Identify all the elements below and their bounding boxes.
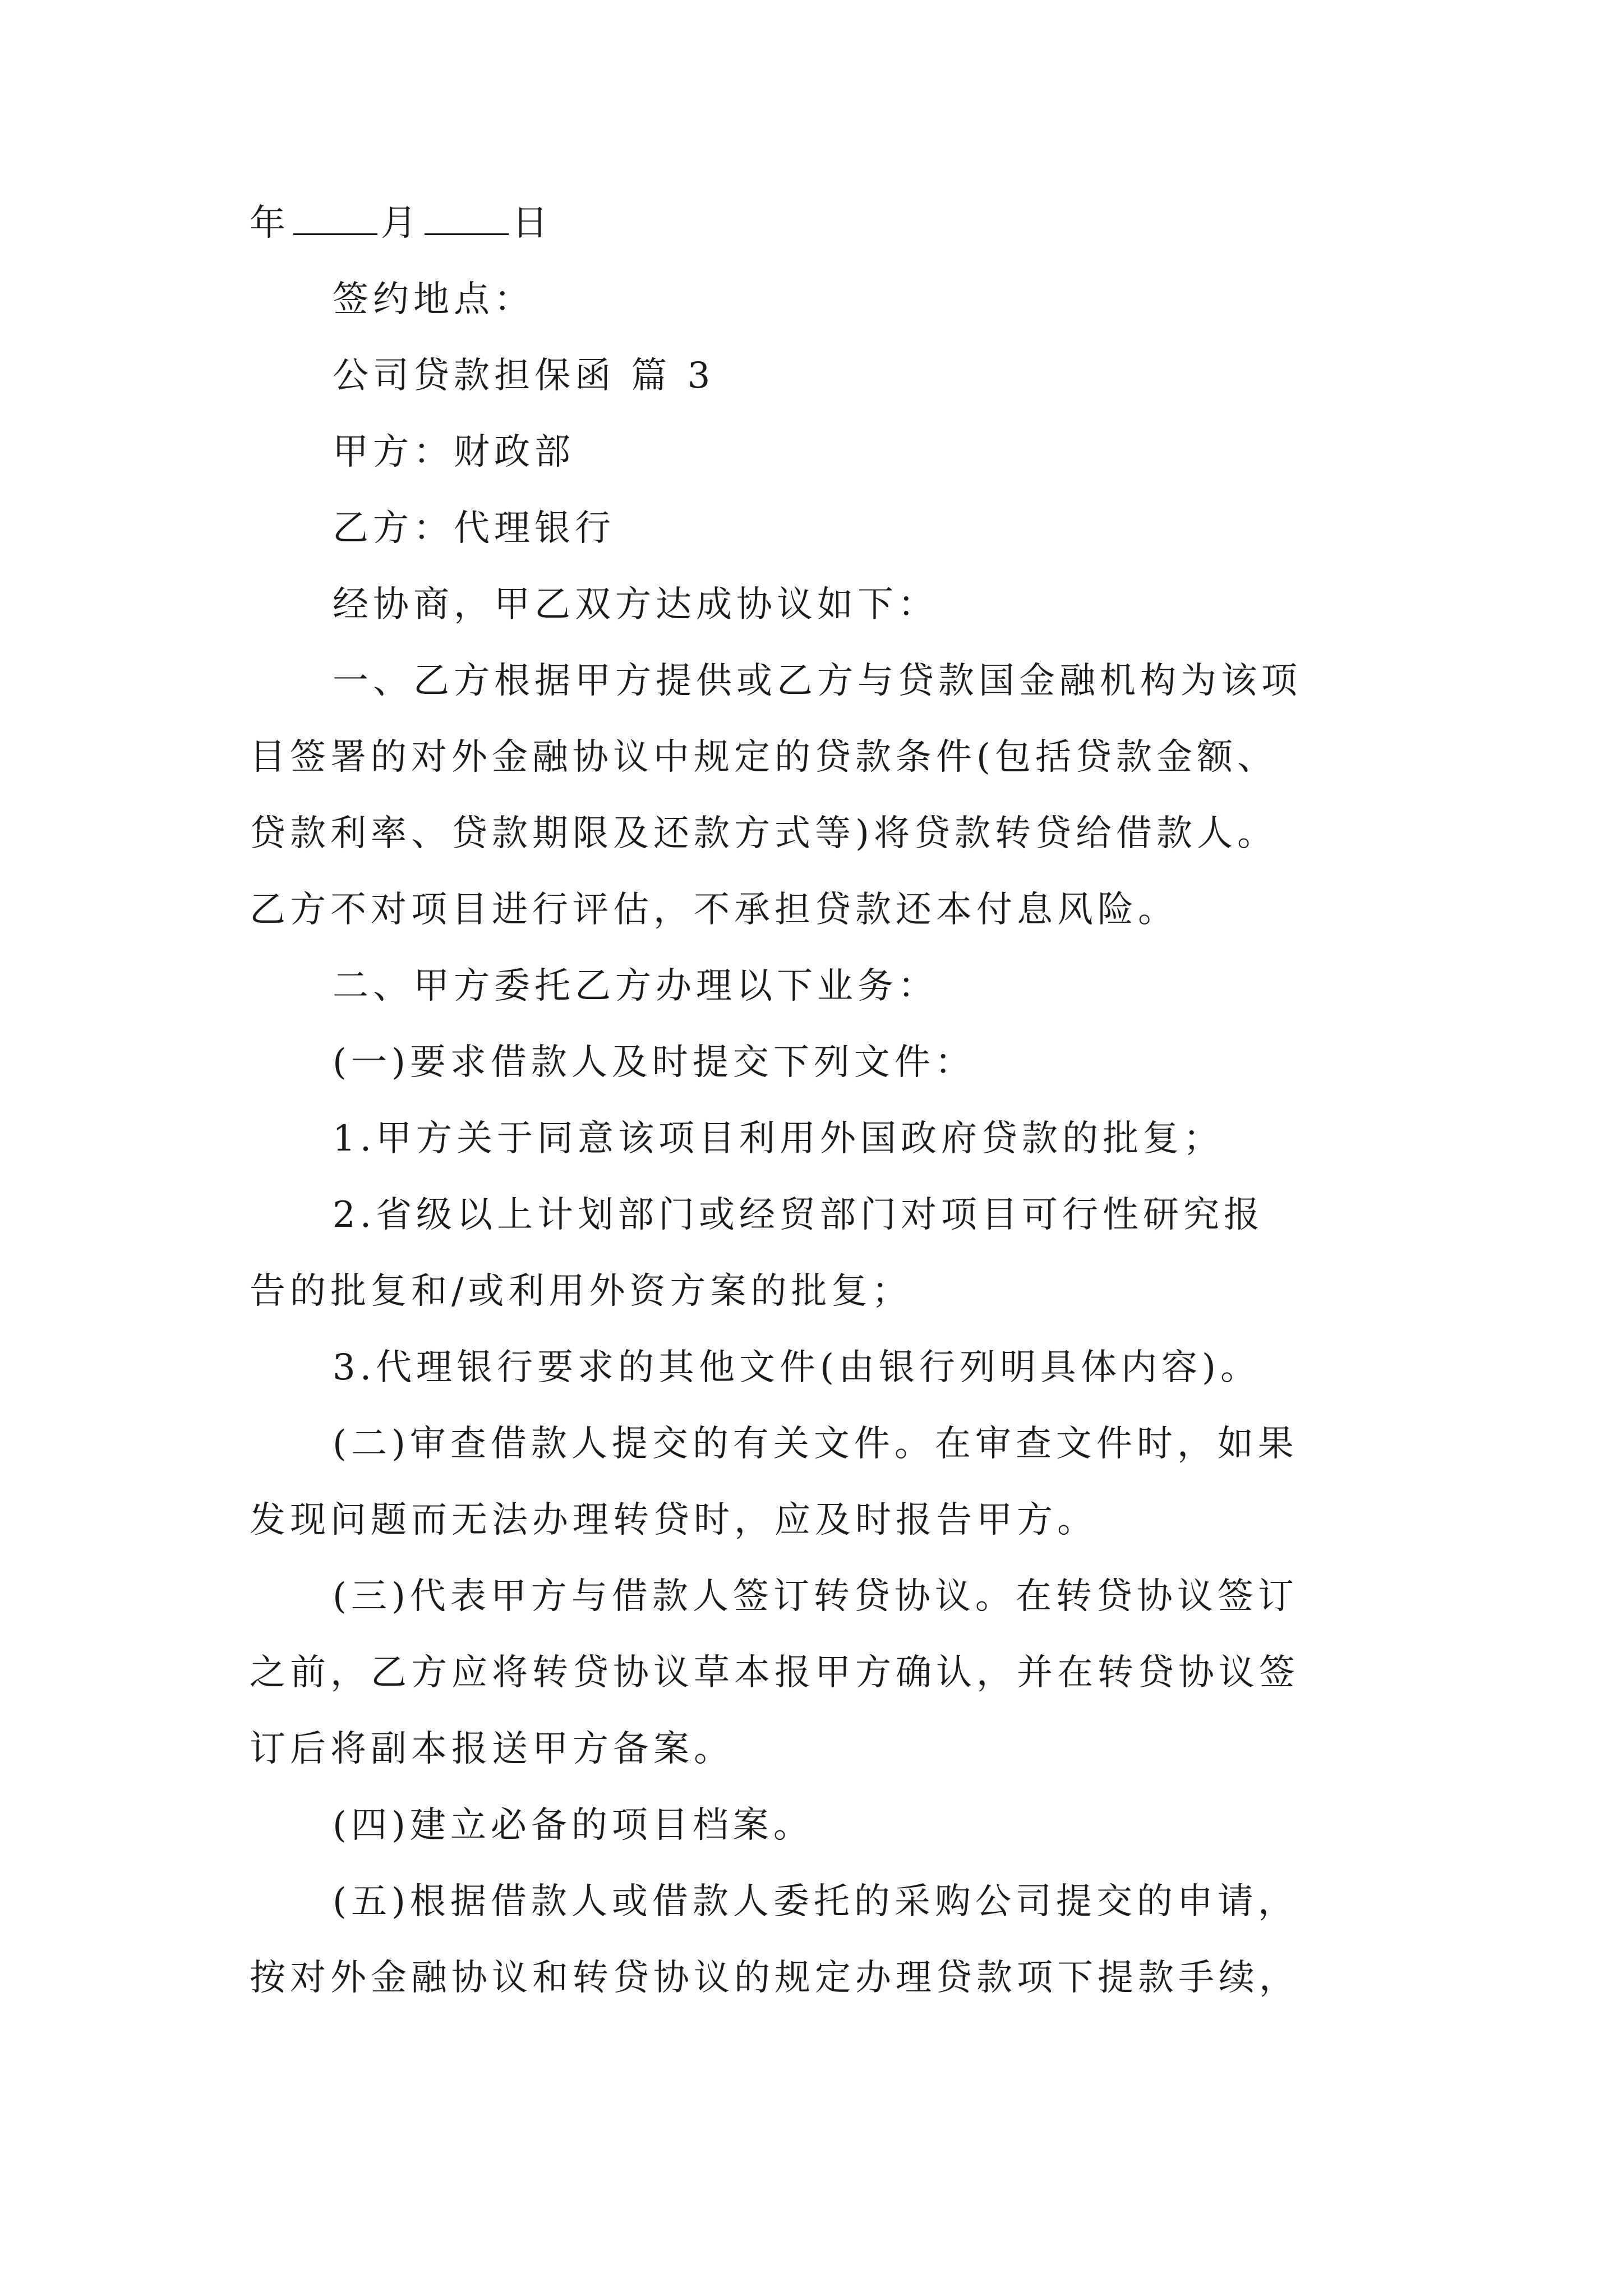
sub-item-2-line-2: 告的批复和/或利用外资方案的批复； [250, 1271, 912, 1312]
item-3-line-2: 之前，乙方应将转贷协议草本报甲方确认，并在转贷协议签 [250, 1652, 1299, 1694]
item-3-line-1: (三)代表甲方与借款人签订转贷协议。在转贷协议签订 [333, 1576, 1298, 1617]
agreement-intro-line: 经协商，甲乙双方达成协议如下： [333, 584, 938, 625]
item-4-line: (四)建立必备的项目档案。 [333, 1805, 814, 1846]
date-line [250, 185, 1371, 261]
item-2-line-1: (二)审查借款人提交的有关文件。在审查文件时，如果 [333, 1423, 1298, 1465]
document-body [250, 185, 1371, 2016]
day-label: 日 [512, 203, 552, 244]
clause-1-line-1: 一、乙方根据甲方提供或乙方与贷款国金融机构为该项 [333, 660, 1302, 702]
clause-2-heading: 二、甲方委托乙方办理以下业务： [333, 965, 938, 1007]
item-1-heading: (一)要求借款人及时提交下列文件： [333, 1042, 975, 1083]
clause-1-line-3: 贷款利率、贷款期限及还款方式等)将贷款转贷给借款人。 [250, 813, 1278, 854]
party-a-line: 甲方：财政部 [333, 431, 575, 473]
day-blank [425, 204, 509, 235]
month-blank [293, 204, 377, 235]
clause-1-line-2: 目签署的对外金融协议中规定的贷款条件(包括贷款金额、 [250, 737, 1278, 778]
item-3-line-3: 订后将副本报送甲方备案。 [250, 1728, 734, 1770]
month-label: 月 [381, 203, 421, 244]
year-label: 年 [250, 203, 290, 244]
section-heading: 公司贷款担保函 篇 3 [333, 355, 715, 397]
item-5-line-2: 按对外金融协议和转贷协议的规定办理贷款项下提款手续， [250, 1957, 1299, 1999]
sub-item-3: 3.代理银行要求的其他文件(由银行列明具体内容)。 [333, 1347, 1261, 1388]
party-b-line: 乙方：代理银行 [333, 508, 615, 549]
signing-place-line: 签约地点： [333, 279, 534, 320]
sub-item-2-line-1: 2.省级以上计划部门或经贸部门对项目可行性研究报 [333, 1194, 1265, 1236]
item-5-line-1: (五)根据借款人或借款人委托的采购公司提交的申请， [333, 1881, 1298, 1922]
clause-1-line-4: 乙方不对项目进行评估，不承担贷款还本付息风险。 [250, 889, 1178, 931]
item-2-line-2: 发现问题而无法办理转贷时，应及时报告甲方。 [250, 1499, 1098, 1541]
sub-item-1: 1.甲方关于同意该项目利用外国政府贷款的批复； [333, 1118, 1224, 1159]
